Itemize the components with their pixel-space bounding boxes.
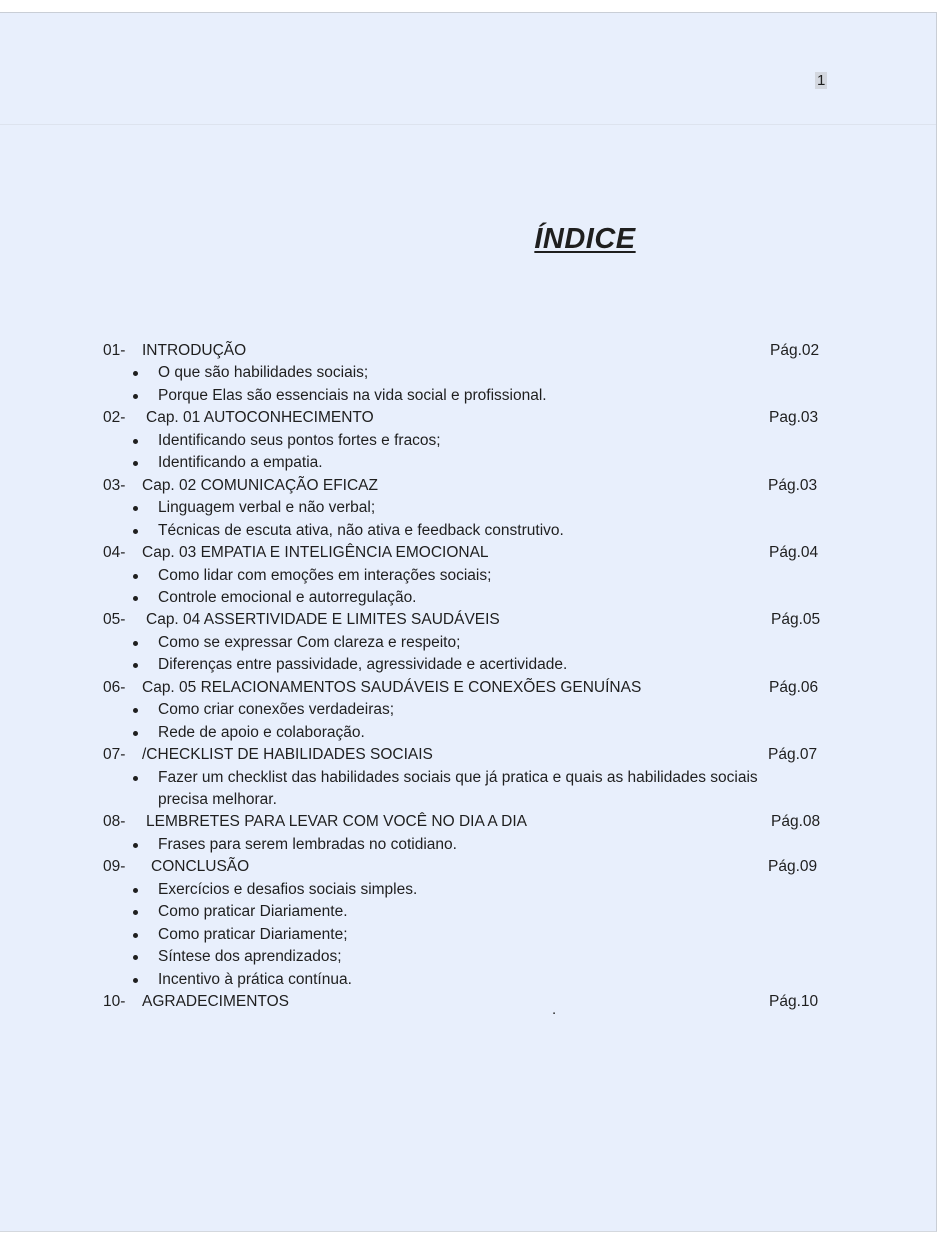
bullet-icon [133,506,138,511]
entry-page-ref: Pág.09 [768,858,818,876]
entry-number: 07- [103,746,126,764]
header-divider [0,124,936,125]
entry-number: 06- [103,678,126,696]
bullet-icon [133,461,138,466]
subitem-text: Controle emocional e autorregulação. [158,588,417,606]
entry-number: 05- [103,611,126,629]
subitem-text: Porque Elas são essenciais na vida social e profissional. [158,386,547,404]
bullet-icon [133,888,138,893]
entry-page-ref: Pág.08 [771,813,821,831]
subitem-text: Rede de apoio e colaboração. [158,723,365,741]
entry-page-ref: Pág.10 [769,993,819,1011]
entry-title: Cap. 03 EMPATIA E INTELIGÊNCIA EMOCIONAL [142,544,489,562]
bullet-icon [133,663,138,668]
bullet-icon [133,776,138,781]
stray-period: . [552,1001,557,1018]
bullet-icon [133,978,138,983]
page-number: 1 [817,72,826,89]
subitem-text: Diferenças entre passividade, agressividade e acertividade. [158,656,568,674]
entry-number: 02- [103,409,126,427]
entry-number: 03- [103,476,126,494]
bullet-icon [133,371,138,376]
entry-title: Cap. 01 AUTOCONHECIMENTO [146,409,374,427]
entry-title: Cap. 04 ASSERTIVIDADE E LIMITES SAUDÁVEIS [146,611,500,629]
entry-number: 09- [103,858,126,876]
entry-page-ref: Pág.04 [769,544,819,562]
subitem-text: Identificando seus pontos fortes e fracos; [158,431,441,449]
subitem-text: Exercícios e desafios sociais simples. [158,880,418,898]
bullet-icon [133,439,138,444]
entry-title: Cap. 02 COMUNICAÇÃO EFICAZ [142,476,378,494]
bullet-icon [133,529,138,534]
entry-number: 10- [103,993,126,1011]
entry-page-ref: Pag.03 [769,409,819,427]
bullet-icon [133,708,138,713]
subitem-text: O que são habilidades sociais; [158,364,369,382]
subitem-text: Como se expressar Com clareza e respeito; [158,633,461,651]
bullet-icon [133,955,138,960]
bullet-icon [133,641,138,646]
subitem-text: Fazer um checklist das habilidades sociais que já pratica e quais as habilidades sociais [158,768,758,786]
subitem-text: precisa melhorar. [158,791,277,808]
bullet-icon [133,596,138,601]
subitem-text: Incentivo à prática contínua. [158,970,352,988]
page-title: ÍNDICE [534,223,636,255]
subitem-text: Como lidar com emoções em interações sociais; [158,566,492,584]
entry-title: Cap. 05 RELACIONAMENTOS SAUDÁVEIS E CONEXÕES GENUÍNAS [142,678,642,696]
subitem-text: Linguagem verbal e não verbal; [158,499,376,517]
subitem-text: Técnicas de escuta ativa, não ativa e feedback construtivo. [158,521,564,539]
bullet-icon [133,731,138,736]
subitem-text: Síntese dos aprendizados; [158,948,342,966]
entry-page-ref: Pág.06 [769,678,819,696]
entry-number: 08- [103,813,126,831]
entry-title: INTRODUÇÃO [142,342,247,359]
entry-page-ref: Pág.05 [771,611,821,629]
subitem-text: Como praticar Diariamente; [158,925,348,943]
entry-page-ref: Pág.03 [768,476,818,494]
subitem-text: Frases para serem lembradas no cotidiano. [158,835,457,853]
bullet-icon [133,394,138,399]
entry-title: LEMBRETES PARA LEVAR COM VOCÊ NO DIA A DIA [146,813,528,831]
subitem-text: Como criar conexões verdadeiras; [158,701,395,719]
entry-page-ref: Pág.02 [770,342,820,359]
document-page [0,12,937,1232]
bullet-icon [133,843,138,848]
entry-number: 04- [103,544,126,562]
entry-page-ref: Pág.07 [768,746,818,764]
entry-title: /CHECKLIST DE HABILIDADES SOCIAIS [142,746,433,764]
entry-number: 01- [103,342,126,359]
subitem-text: Identificando a empatia. [158,454,323,472]
bullet-icon [133,910,138,915]
bullet-icon [133,574,138,579]
entry-title: AGRADECIMENTOS [142,993,289,1011]
entry-title: CONCLUSÃO [151,858,250,876]
subitem-text: Como praticar Diariamente. [158,903,348,921]
bullet-icon [133,933,138,938]
